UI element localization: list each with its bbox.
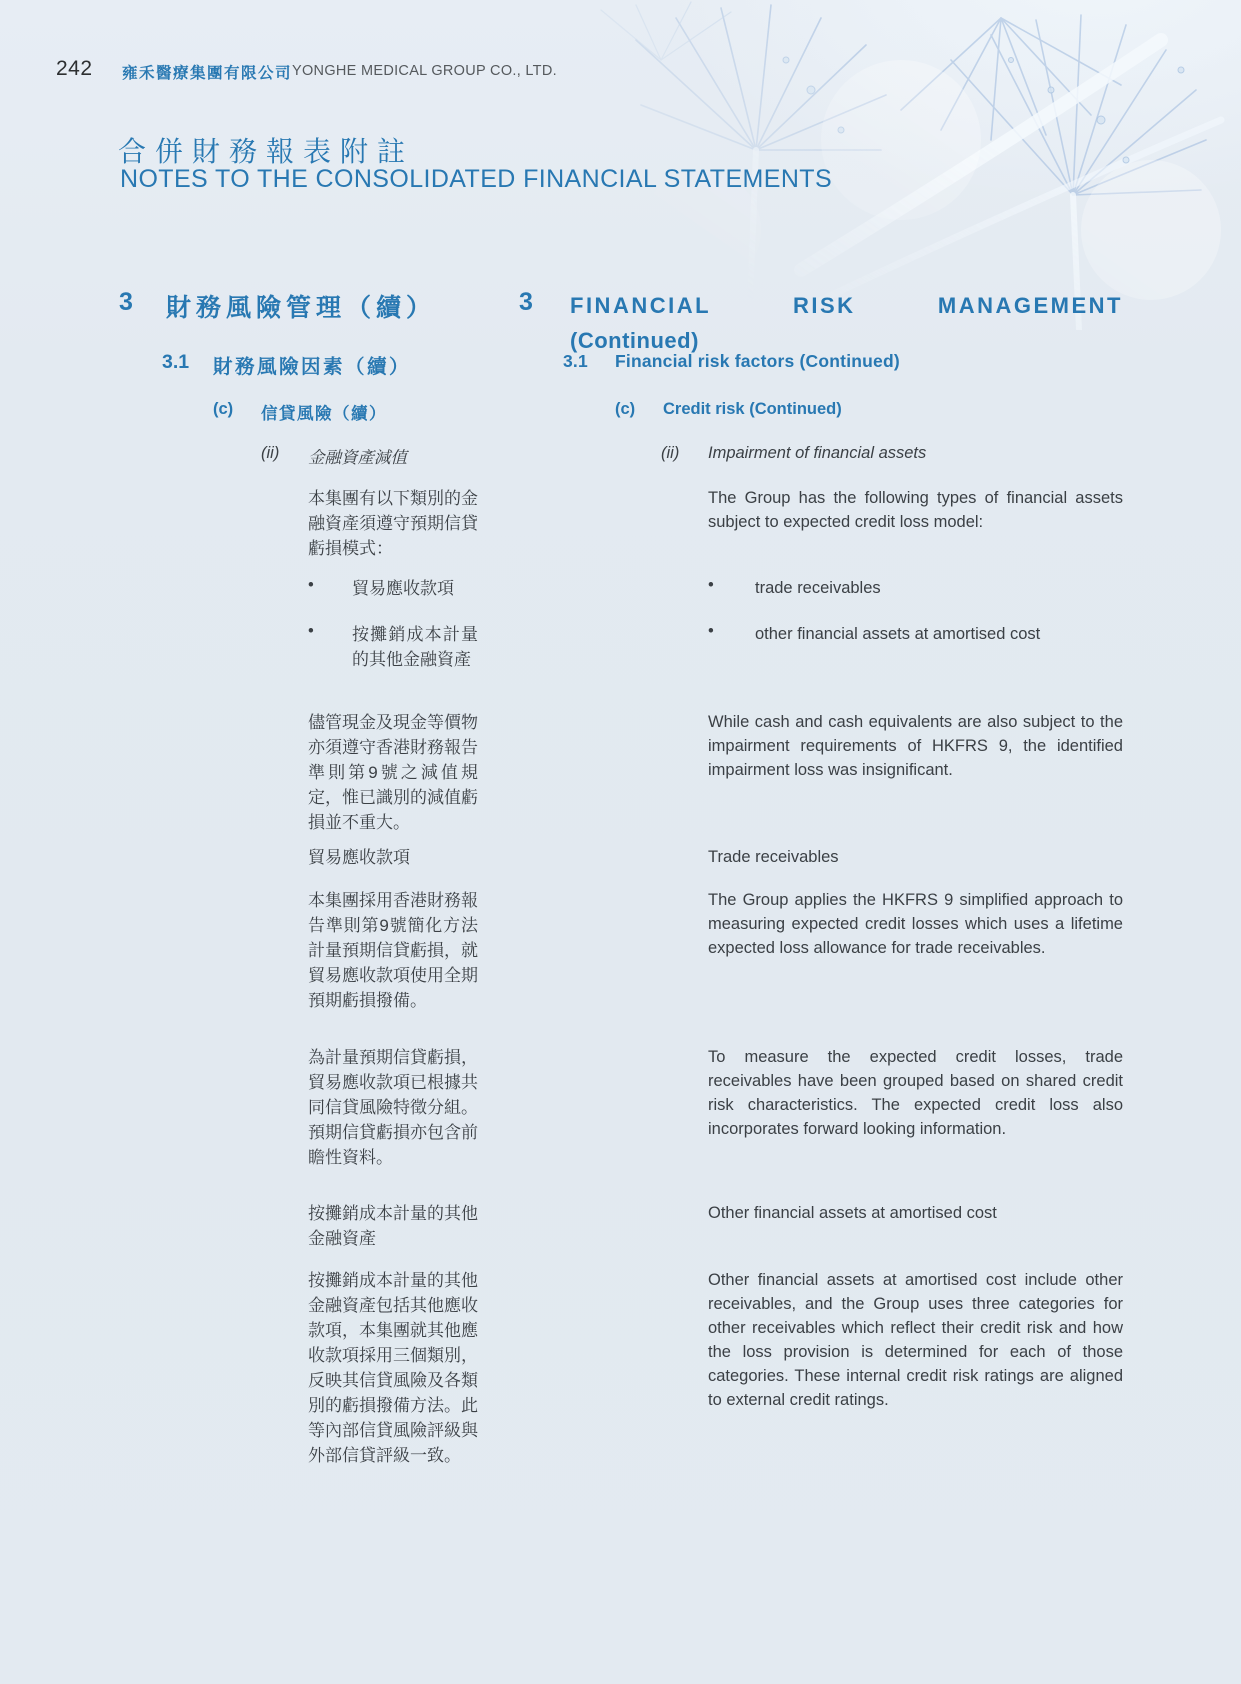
subheading-other-en: Other financial assets at amortised cost (708, 1204, 997, 1222)
bullet-icon: • (708, 622, 714, 640)
company-name-en: YONGHE MEDICAL GROUP CO., LTD. (292, 63, 557, 79)
section-number-zh: 3 (119, 288, 133, 316)
paragraph-cash-zh: 儘管現金及現金等價物亦須遵守香港財務報告準則第9號之減值規定，惟已識別的減值虧損並不重大。 (308, 713, 478, 832)
subsection-number-en: 3.1 (563, 351, 588, 371)
page-title-en: NOTES TO THE CONSOLIDATED FINANCIAL STATEMENTS (120, 165, 833, 193)
section-title-en-line2: (Continued) (570, 328, 699, 353)
bullet-text-en: other financial assets at amortised cost (755, 625, 1041, 643)
page-number: 242 (56, 57, 93, 80)
item-c-title-zh: 信貸風險（續） (261, 405, 387, 423)
section-title-en (570, 288, 1123, 358)
subheading-trade-zh: 貿易應收款項 (308, 848, 410, 867)
item-ii-number-zh: (ii) (261, 444, 280, 462)
paragraph-trade-body-zh: 本集團採用香港財務報告準則第9號簡化方法計量預期信貸虧損，就貿易應收款項使用全期預期虧損撥備。 (308, 891, 478, 1010)
item-ii-title-en: Impairment of financial assets (708, 444, 927, 462)
bullet-text-zh: 按攤銷成本計量的其他金融資產 (352, 625, 478, 669)
bullet-icon: • (708, 576, 714, 594)
company-name-zh: 雍禾醫療集團有限公司 (122, 65, 293, 82)
paragraph-measure-en: To measure the expected credit losses, trade receivables have been grouped based on shared credit risk characteristics. The expected credit loss also incorporates forward looking information. (708, 1048, 1123, 1138)
paragraph-measure-zh: 為計量預期信貸虧損，貿易應收款項已根據共同信貸風險特徵分組。預期信貸虧損亦包含前瞻性資料。 (308, 1048, 478, 1167)
subsection-title-zh: 財務風險因素（續） (213, 356, 412, 378)
section-title-zh: 財務風險管理（續） (166, 294, 437, 322)
item-c-title-en: Credit risk (Continued) (663, 400, 842, 418)
item-c-number-en: (c) (615, 400, 636, 418)
bullet-icon: • (308, 576, 314, 594)
subsection-title-en: Financial risk factors (Continued) (615, 351, 900, 371)
page-title-zh: 合併財務報表附註 (118, 136, 415, 167)
paragraph-trade-body-en: The Group applies the HKFRS 9 simplified approach to measuring expected credit losses which uses a lifetime expected loss allowance for trade receivables. (708, 891, 1123, 957)
paragraph-cash-en: While cash and cash equivalents are also subject to the impairment requirements of HKFRS 9, the identified impairment loss was insignificant. (708, 713, 1123, 779)
section-title-en-line1: FINANCIAL RISK MANAGEMENT (570, 293, 1123, 318)
subsection-number-zh: 3.1 (162, 351, 190, 373)
paragraph-intro-en: The Group has the following types of financial assets subject to expected credit loss model: (708, 489, 1123, 531)
paragraph-intro-zh: 本集團有以下類別的金融資產須遵守預期信貸虧損模式： (308, 489, 478, 558)
subheading-other-zh: 按攤銷成本計量的其他金融資產 (308, 1204, 478, 1248)
subheading-trade-en: Trade receivables (708, 848, 839, 866)
bullet-icon: • (308, 622, 314, 640)
paragraph-other-body-zh: 按攤銷成本計量的其他金融資產包括其他應收款項，本集團就其他應收款項採用三個類別，反映其信貸風險及各類別的虧損撥備方法。此等內部信貸風險評級與外部信貸評級一致。 (308, 1271, 478, 1465)
item-ii-number-en: (ii) (661, 444, 680, 462)
bullet-text-zh: 貿易應收款項 (352, 579, 454, 598)
bullet-text-en: trade receivables (755, 579, 881, 597)
paragraph-other-body-en: Other financial assets at amortised cost include other receivables, and the Group uses three categories for other receivables which reflect their credit risk and how the loss provision is determined for each of those categories. These internal credit risk ratings are aligned to external credit ratings. (708, 1271, 1123, 1409)
item-c-number-zh: (c) (213, 400, 234, 418)
section-number-en: 3 (519, 288, 533, 316)
item-ii-title-zh: 金融資產減值 (308, 449, 407, 467)
